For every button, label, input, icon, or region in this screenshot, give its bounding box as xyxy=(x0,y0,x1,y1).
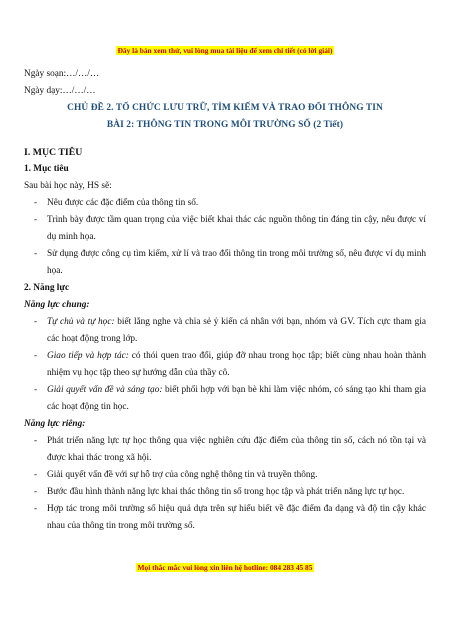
list-item: - Tự chủ và tự học: biết lắng nghe và chia sẻ ý kiến cá nhân với bạn, nhóm và GV. Tích cực tham gia các hoạt động trong lớp. xyxy=(34,317,426,344)
document-body xyxy=(24,58,426,535)
ngay-soan: Ngày soạn:…/…/… xyxy=(24,69,100,79)
list-item: - Sử dụng được công cụ tìm kiếm, xử lí và trao đổi thông tin trong môi trường số, nêu được ví dụ minh họa. xyxy=(34,249,426,276)
bai-title: BÀI 2: THÔNG TIN TRONG MÔI TRƯỜNG SỐ (2 Tiết) xyxy=(106,120,344,130)
subheading-muc-tieu: 1. Mục tiêu xyxy=(24,164,69,174)
list-item: - Giao tiếp và hợp tác: có thói quen trao đổi, giúp đỡ nhau trong học tập; biết cùng nhau hoàn thành nhiệm vụ học tập theo sự hướng dẫn của thầy cô. xyxy=(34,351,426,378)
list-item: - Phát triển năng lực tự học thông qua việc nghiên cứu đặc điểm của thông tin số, cách nó tồn tại và được khai thác trong xã hội. xyxy=(34,436,426,463)
list-item: - Trình bày được tầm quan trọng của việc biết khai thác các nguồn thông tin đáng tin cậy, nêu được ví dụ minh họa. xyxy=(34,215,426,242)
subheading-nang-luc-chung: Năng lực chung: xyxy=(24,300,90,310)
ngay-day: Ngày dạy:…/…/… xyxy=(24,86,96,96)
header-notice: Đây là bản xem thử, vui lòng mua tài liệu để xem chi tiết (có lời giải) xyxy=(117,46,333,55)
list-item: - Giải quyết vấn đề với sự hỗ trợ của công nghệ thông tin và truyền thông. xyxy=(34,470,318,480)
chu-de-title: CHỦ ĐỀ 2. TỔ CHỨC LƯU TRỮ, TÌM KIẾM VÀ TRAO ĐỔI THÔNG TIN xyxy=(67,103,383,113)
subheading-nang-luc: 2. Năng lực xyxy=(24,283,70,293)
subheading-nang-luc-rieng: Năng lực riêng: xyxy=(24,419,86,429)
list-item: - Giải quyết vấn đề và sáng tạo: biết phối hợp với bạn bè khi làm việc nhóm, có sáng tạo khi tham gia các hoạt động tin học. xyxy=(34,385,426,412)
list-item: - Hợp tác trong môi trường số hiệu quả dựa trên sự hiểu biết về đặc điểm đa dạng và độ tin cậy khác nhau của thông tin trong môi trường số. xyxy=(34,504,426,531)
intro-text: Sau bài học này, HS sẽ: xyxy=(24,181,112,191)
section-heading-muc-tieu: I. MỤC TIÊU xyxy=(24,147,83,158)
list-item: - Nêu được các đặc điểm của thông tin số. xyxy=(34,198,199,208)
footer-notice: Mọi thắc mắc vui lòng xin liên hệ hotline: 084 283 45 85 xyxy=(137,563,313,572)
list-item: - Bước đầu hình thành năng lực khai thác thông tin số trong học tập và phát triển năng lực tự học. xyxy=(34,487,405,497)
